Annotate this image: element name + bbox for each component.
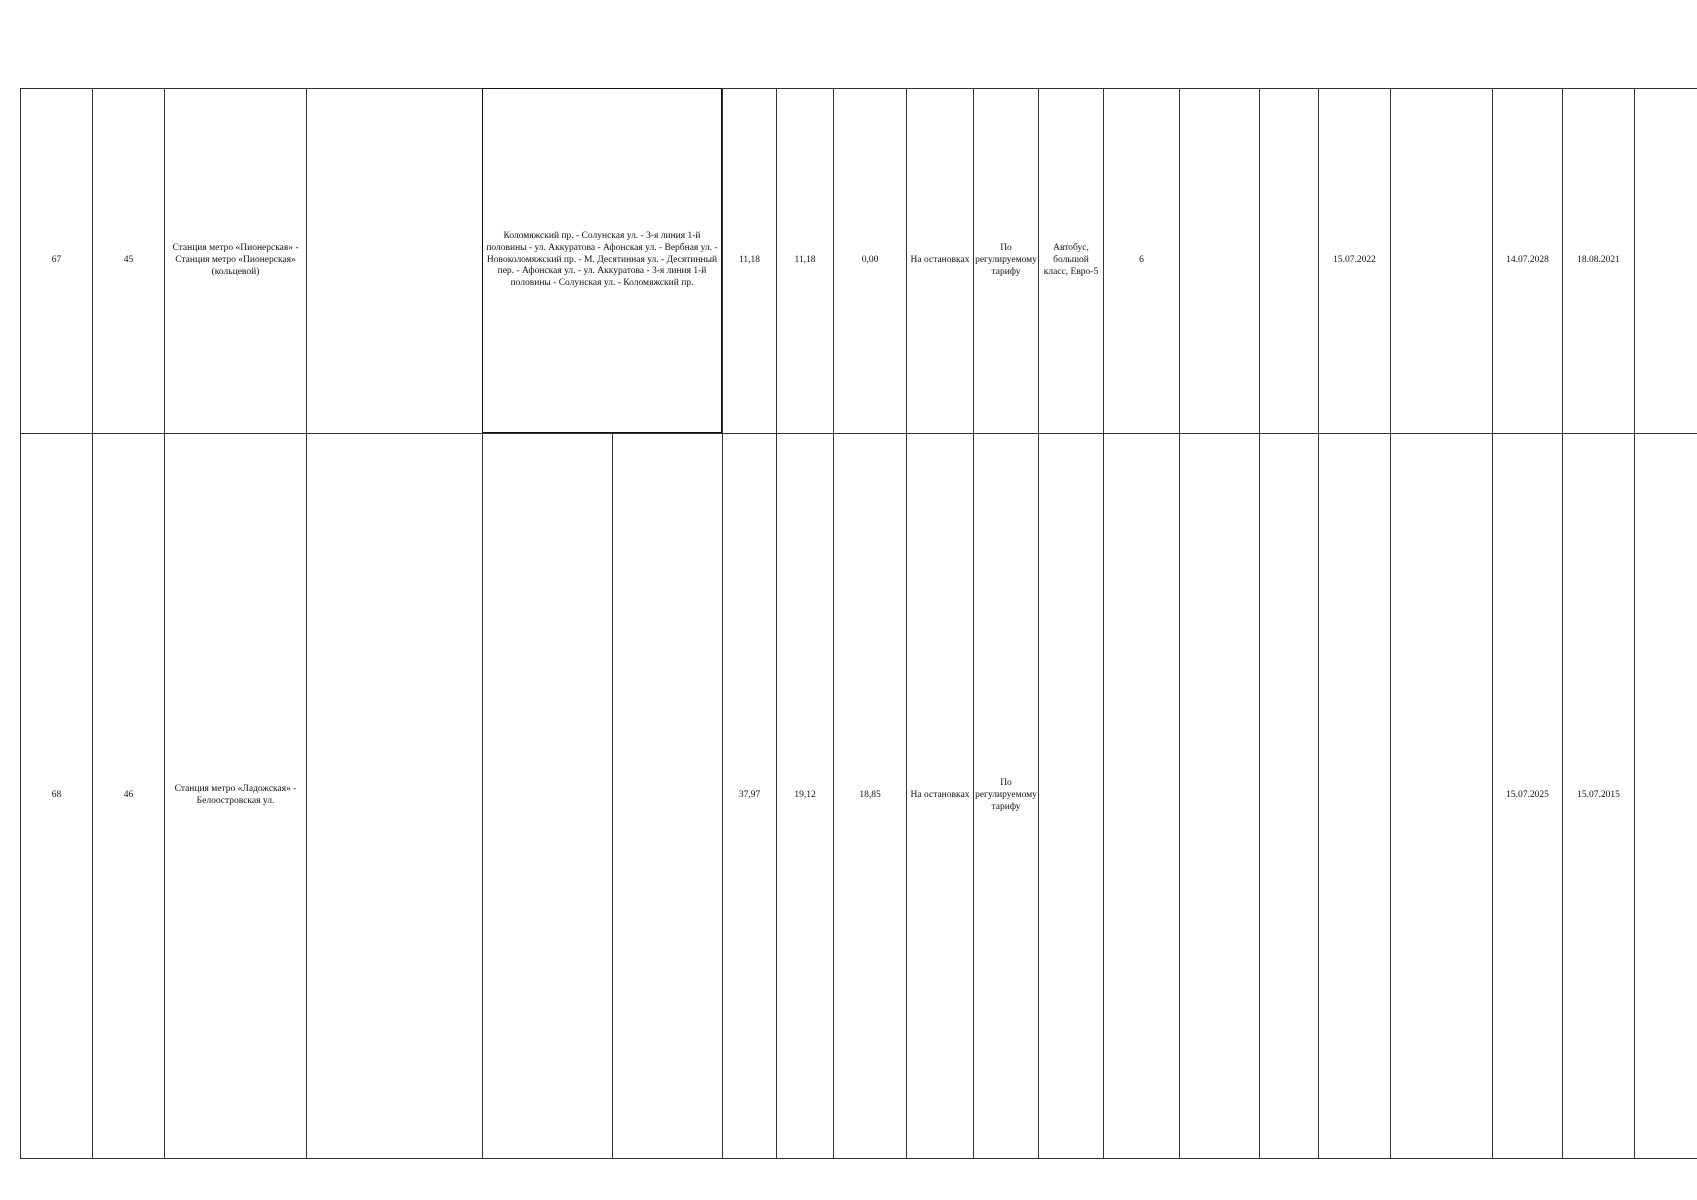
vehicle-features-cell (1179, 433, 1259, 1159)
length-forward-cell: 37,97 (722, 433, 776, 1159)
length-forward-cell: 11,18 (722, 88, 776, 433)
tariff-type-cell: По регулируемому тарифу (973, 88, 1038, 433)
changes-cell (1634, 433, 1697, 1159)
boarding-order-cell: На остановках (906, 88, 973, 433)
tariff-type-cell: По регулируемому тарифу (973, 433, 1038, 1159)
table-row (20, 88, 1697, 433)
boarding-order-cell: На остановках (906, 433, 973, 1159)
contract-info-cell (1259, 88, 1318, 433)
route-name-cell: Станция метро «Ладожская» - Белоостровская ул. (164, 433, 306, 1159)
register-table (20, 88, 1697, 1159)
register-date-cell: 15.07.2015 (1562, 433, 1634, 1159)
vehicle-features-cell (1179, 88, 1259, 433)
vehicle-count-cell (1103, 433, 1179, 1159)
length-diff-cell: 0,00 (833, 88, 906, 433)
streets-cell: Коломяжский пр. - Солунская ул. - 3-я линия 1-й половины - ул. Аккуратова - Афонская ул. - Вербная ул. - Новоколомяжский пр. - М. Десятинная ул. - Десятинный пер. - Афонская ул. - ул. Аккуратова - 3-я линия 1-й половины - Солунская ул. - Коломяжский пр. (482, 88, 722, 433)
carrier-cell (1390, 433, 1492, 1159)
carrier-cell (1390, 88, 1492, 433)
start-date-cell: 15.07.2022 (1318, 88, 1390, 433)
table-row (20, 433, 1697, 1159)
route-number-cell: 67 (20, 88, 92, 433)
streets-forward-cell (482, 433, 612, 1159)
route-code-cell: 46 (92, 433, 164, 1159)
stops-cell (306, 88, 482, 433)
vehicle-count-cell: 6 (1103, 88, 1179, 433)
route-name-cell: Станция метро «Пионерская» - Станция метро «Пионерская» (кольцевой) (164, 88, 306, 433)
route-number-cell: 68 (20, 433, 92, 1159)
vehicle-class-cell (1038, 433, 1103, 1159)
route-code-cell: 45 (92, 88, 164, 433)
contract-info-cell (1259, 433, 1318, 1159)
length-diff-cell: 18,85 (833, 433, 906, 1159)
streets-back-cell (612, 433, 722, 1159)
length-back-cell: 19,12 (776, 433, 833, 1159)
register-date-cell: 18.08.2021 (1562, 88, 1634, 433)
vehicle-class-cell: Автобус, большой класс, Евро-5 (1038, 88, 1103, 433)
end-date-cell: 14.07.2028 (1492, 88, 1562, 433)
length-back-cell: 11,18 (776, 88, 833, 433)
end-date-cell: 15.07.2025 (1492, 433, 1562, 1159)
stops-cell (306, 433, 482, 1159)
start-date-cell (1318, 433, 1390, 1159)
changes-cell (1634, 88, 1697, 433)
